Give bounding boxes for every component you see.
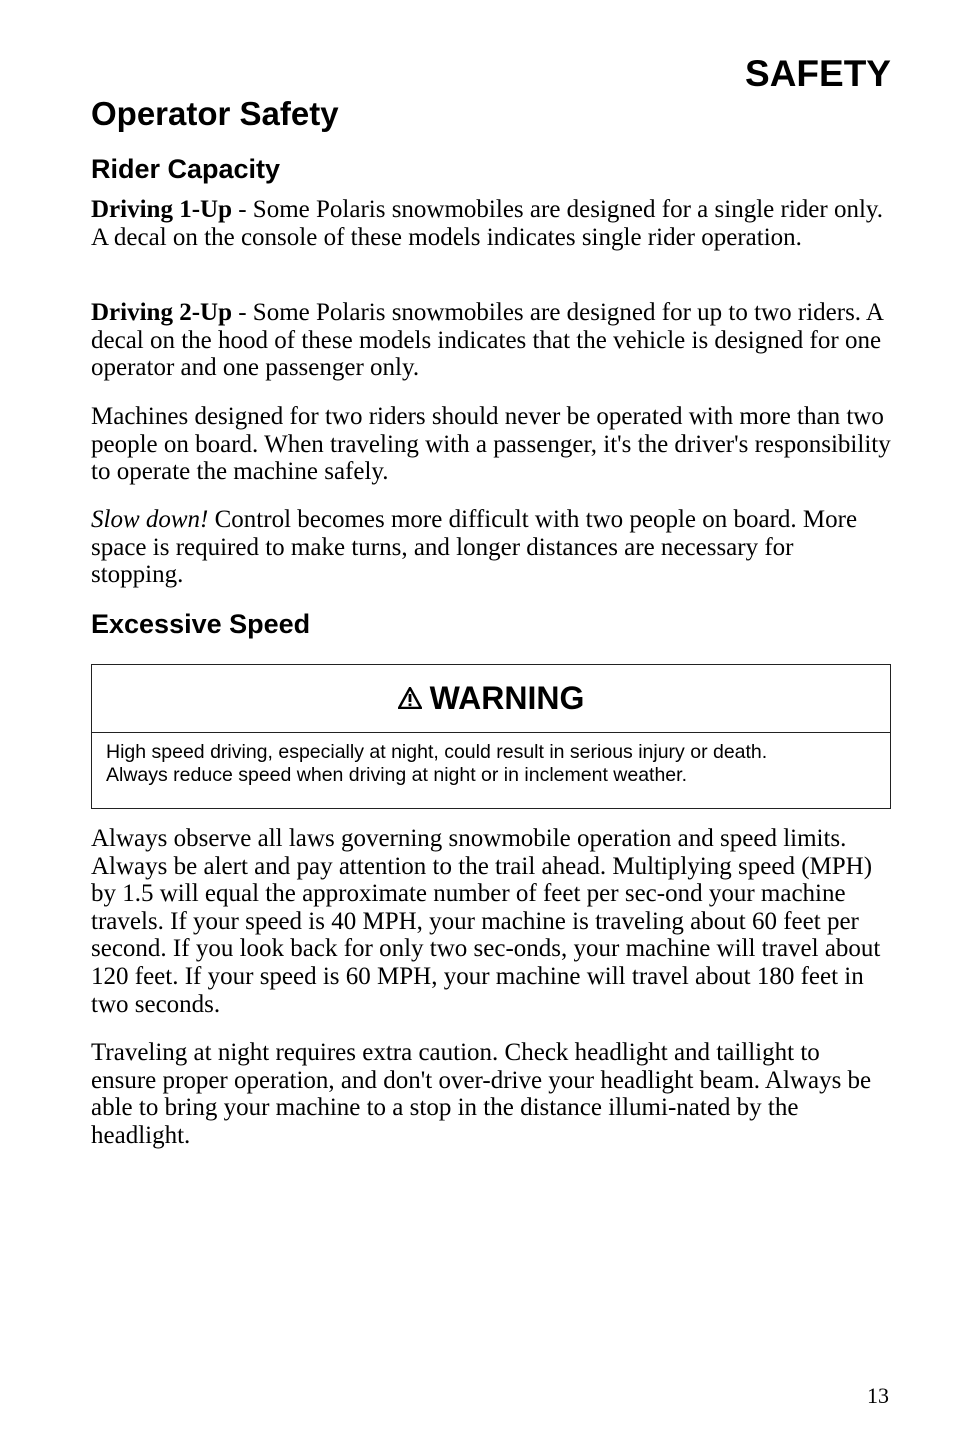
excessive-speed-heading: Excessive Speed	[91, 609, 311, 639]
driving-2up-paragraph	[91, 299, 891, 382]
driving-1up-label: Driving 1-Up	[91, 196, 232, 223]
driving-1up-paragraph	[91, 196, 891, 251]
driving-2up-label: Driving 2-Up	[91, 299, 232, 326]
slow-down-text: Control becomes more difficult with two people on board. More space is required to make turns, and longer distances are necessary for stopping.	[91, 506, 858, 589]
warning-triangle-icon	[398, 680, 430, 717]
warning-message	[92, 733, 890, 787]
warning-header	[92, 665, 890, 733]
driving-1up-text: - Some Polaris snowmobiles are designed for a single rider only. A decal on the console of these models indicates single rider operation.	[91, 196, 884, 251]
two-riders-paragraph: Machines designed for two riders should never be operated with more than two people on board. When traveling with a passenger, it's the driver's responsibility to operate the machine safely.	[91, 403, 891, 486]
page-title: Operator Safety	[91, 95, 339, 132]
page-number: 13	[867, 1383, 889, 1408]
driving-2up-text: - Some Polaris snowmobiles are designed for up to two riders. A decal on the hood of these models indicates that the vehicle is designed for one operator and one passenger only.	[91, 299, 883, 382]
warning-line: High speed driving, especially at night, could result in serious injury or death.	[106, 741, 768, 763]
rider-capacity-heading: Rider Capacity	[91, 154, 281, 184]
manual-page	[91, 0, 891, 1454]
warning-box	[91, 664, 891, 809]
slow-down-paragraph	[91, 506, 891, 589]
night-travel-paragraph: Traveling at night requires extra caution. Check headlight and taillight to ensure proper operation, and don't over-drive your headlight beam. Always be able to bring your machine to a stop in the distance illumi-nated by the headlight.	[91, 1039, 872, 1149]
warning-title: WARNING	[429, 680, 585, 716]
slow-down-label: Slow down!	[91, 506, 209, 533]
warning-line: Always reduce speed when driving at night or in inclement weather.	[106, 764, 687, 786]
speed-laws-paragraph: Always observe all laws governing snowmobile operation and speed limits. Always be alert and pay attention to the trail ahead. Multiplying speed (MPH) by 1.5 will equal the approximate number of feet per sec-ond your machine travels. If your speed is 40 MPH, your machine is traveling about 60 feet per second. If you look back for only two sec-onds, your machine will travel about 120 feet. If your speed is 60 MPH, your machine will travel about 180 feet in two seconds.	[91, 825, 881, 1018]
section-header: SAFETY	[745, 53, 891, 94]
